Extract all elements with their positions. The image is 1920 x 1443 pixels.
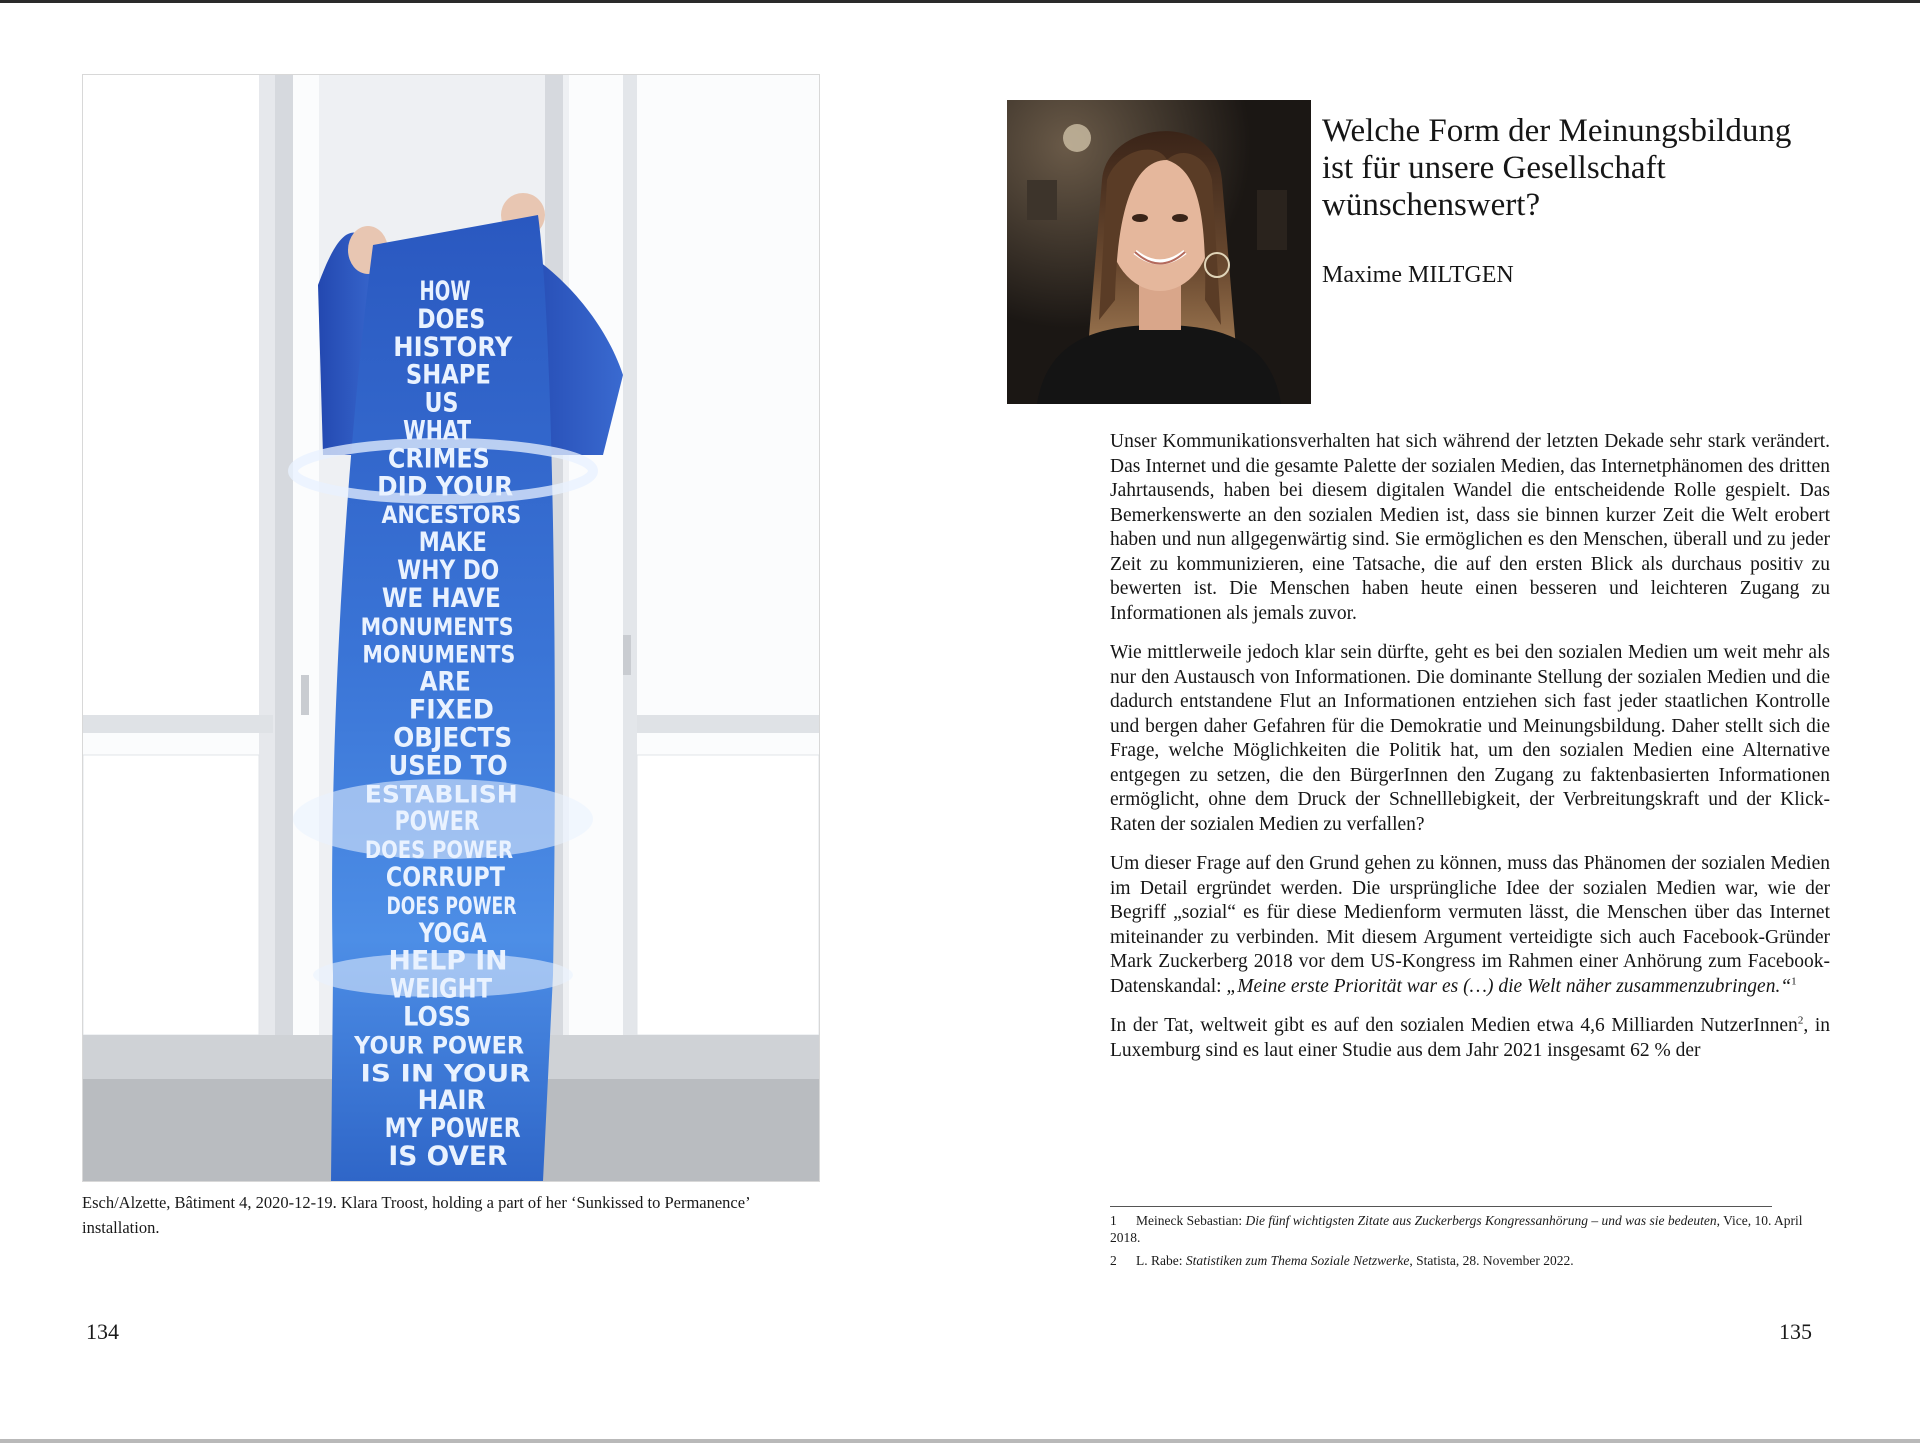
paragraph-1: Unser Kommunikationsverhalten hat sich während der letzten Dekade sehr stark verändert. Das Internet und die gesamte Palette der sozialen Medien, das Internetphänomen des dritten Jahrtausends, haben bei diesem digitalen Wandel die entscheidende Rolle gespielt. Das Bemerkenswerte an den sozialen Medien ist, dass sie binnen kurzer Zeit die Welt erobert haben und nun allgegenwärtig sind. Sie ermöglichen es den Menschen, überall und zu jeder Zeit zu kommunizieren, eine Tatsache, die auf den ersten Blick als durchaus positiv zu bewerten ist. Die Menschen haben heute einen besseren und leichteren Zugang zu Informationen als jemals zuvor.	[1110, 431, 1830, 624]
paragraph-2: Wie mittlerweile jedoch klar sein dürfte, geht es bei den sozialen Medien um weit mehr als nur den Austausch von Informationen. Die dominante Stellung der sozialen Medien und die dadurch entstandene Flut an Informationen entziehen sich fast jeder staatlichen Kontrolle und bergen daher Gefahren für die Demokratie und Meinungsbildung. Daher stellt sich die Frage, welche Möglichkeiten die Politik hat, um den sozialen Medien eine Alternative entgegen zu setzen, die den BürgerInnen den Zugang zu faktenbasierten Informationen ermöglicht, ohne dem Druck der Schnelllebigkeit, der Verbreitungskraft und der Klick-Raten der sozialen Medien zu verfallen?	[1110, 642, 1830, 835]
banner-photo	[82, 74, 820, 1182]
top-rule	[0, 0, 1920, 3]
banner-line: US	[424, 387, 459, 419]
article-body	[1110, 430, 1830, 1078]
banner-line: WE HAVE	[381, 582, 501, 614]
banner-line: DID YOUR	[377, 471, 514, 503]
banner-line: HOW	[419, 276, 471, 307]
zuckerberg-quote: „Meine erste Priorität war es (…) die Welt näher zusammenzubringen.“	[1226, 975, 1792, 997]
banner-line: CORRUPT	[385, 861, 506, 893]
banner-line: ANCESTORS	[381, 501, 522, 530]
paragraph-4: In der Tat, weltweit gibt es auf den sozialen Medien etwa 4,6 Milliarden NutzerInnen$^2$, in Luxemburg sind es laut einer Studie aus dem Jahr 2021 insgesamt 62 % der	[1110, 1014, 1830, 1061]
banner-line: MONUMENTS	[362, 640, 516, 669]
banner-line: DOES	[417, 303, 486, 335]
paragraph-3: Um dieser Frage auf den Grund gehen zu können, muss das Phänomen der sozialen Medien im Detail ergründet werden. Die ursprüngliche Idee der sozialen Medien war, wie der Begriff „sozial“ es für diese Medienform vermuten lässt, die Menschen über das Internet miteinander zu verbinden. Mit diesem Argument verteidigte sich auch Facebook-Gründer Mark Zuckerberg 2018 vor dem US-Kongress im Rahmen einer Anhörung zum Facebook-Datenskandal: „Meine erste Priorität war es (…) die Welt näher zusammenzubringen.“$^1$	[1110, 853, 1830, 997]
article-title: Welche Form der Meinungsbildung ist für unsere Gesellschaft wünschenswert?	[1322, 113, 1792, 223]
banner-line: IS IN YOUR	[360, 1059, 531, 1088]
banner-line: DOES POWER	[364, 836, 514, 865]
banner-line: POWER	[394, 806, 480, 838]
banner-line: ARE	[419, 666, 471, 698]
banner-line: LOSS	[403, 1001, 472, 1033]
footnote-2: 2 L. Rabe: Statistiken zum Thema Soziale Netzwerke, Statista, 28. November 2022.	[1110, 1253, 1574, 1268]
banner-line: SHAPE	[405, 359, 491, 391]
photo-caption: Esch/Alzette, Bâtiment 4, 2020-12-19. Klara Troost, holding a part of her ‘Sunkissed to Permanence’ installation.	[82, 1193, 750, 1237]
banner-line: HELP IN	[388, 945, 508, 977]
banner-line: WEIGHT	[390, 973, 493, 1005]
banner-line: FIXED	[408, 694, 494, 726]
window-scene	[83, 75, 819, 1181]
banner-line: DOES POWER	[386, 891, 517, 920]
footnote-rule	[1110, 1206, 1772, 1207]
banner-line: HISTORY	[393, 331, 513, 363]
banner-line: OBJECTS	[393, 722, 513, 754]
banner-line: USED TO	[388, 750, 508, 782]
footnote-ref-2[interactable]: 2	[1797, 1014, 1804, 1027]
banner-line: WHY DO	[397, 555, 500, 587]
banner-line: MAKE	[418, 527, 487, 559]
banner-line: IS OVER	[388, 1141, 508, 1172]
author-portrait	[1007, 100, 1311, 404]
footnote-1: 1 Meineck Sebastian: Die fünf wichtigsten Zitate aus Zuckerbergs Kongressanhörung – und was sie bedeuten, Vice, 10. April 2018.	[1110, 1213, 1803, 1245]
footnotes	[1110, 1212, 1830, 1275]
footnote-ref-1[interactable]: 1	[1791, 975, 1797, 987]
author-name: Maxime MILTGEN	[1322, 262, 1514, 288]
page-number-right: 135	[1779, 1319, 1812, 1344]
banner-line: ESTABLISH	[364, 780, 518, 809]
banner-line: HAIR	[417, 1085, 486, 1117]
banner-line: MONUMENTS	[360, 612, 514, 641]
banner-line: YOGA	[417, 917, 487, 949]
banner-line: CRIMES	[387, 443, 490, 475]
banner-line: YOUR POWER	[353, 1031, 525, 1060]
bottom-rule	[0, 1439, 1920, 1443]
banner-line: WHAT	[403, 415, 472, 447]
banner-line: MY POWER	[384, 1113, 521, 1145]
page-number-left: 134	[86, 1319, 119, 1344]
